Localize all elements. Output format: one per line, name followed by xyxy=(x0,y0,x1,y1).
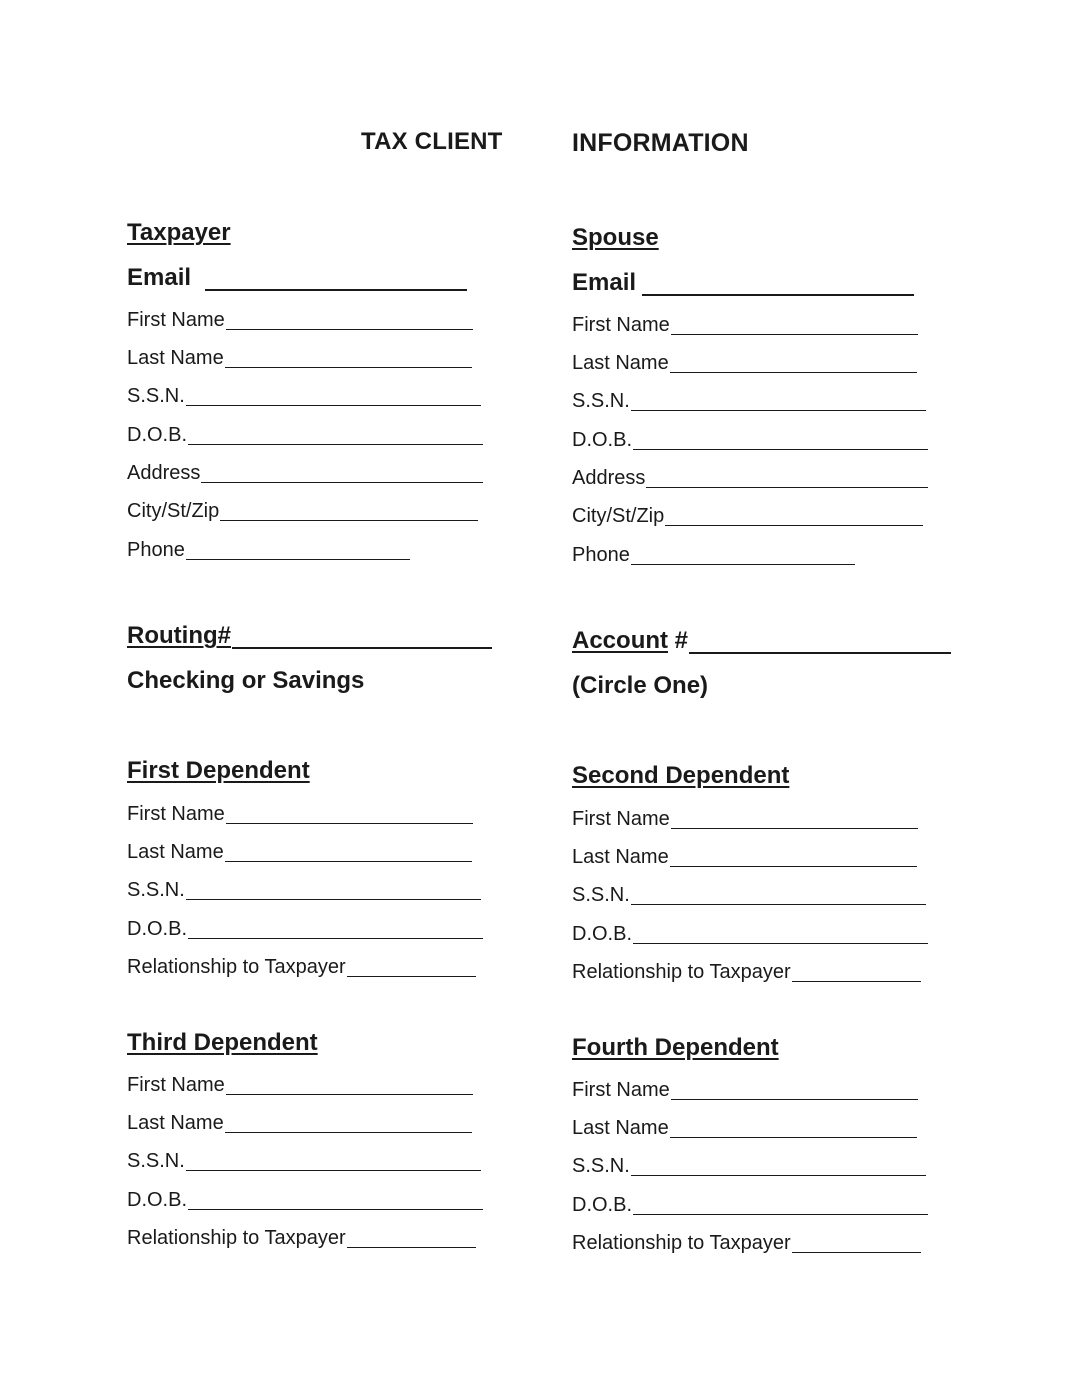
fourth-dependent-dob-row[interactable] xyxy=(572,1194,928,1217)
spouse-email-label: Email xyxy=(572,269,637,296)
field-label: Last Name xyxy=(572,352,669,374)
second-dependent-first-name-row[interactable] xyxy=(572,808,918,831)
field-blank[interactable] xyxy=(631,904,926,905)
field-blank[interactable] xyxy=(186,405,481,406)
field-blank[interactable] xyxy=(670,372,917,373)
field-blank[interactable] xyxy=(188,938,483,939)
field-blank[interactable] xyxy=(631,1175,926,1176)
spouse-last-name-row[interactable] xyxy=(572,352,917,375)
third-dependent-ssn-row[interactable] xyxy=(127,1150,481,1173)
field-label: City/St/Zip xyxy=(127,500,220,522)
second-dependent-last-name-row[interactable] xyxy=(572,846,917,869)
spouse-email-blank[interactable] xyxy=(642,294,914,296)
taxpayer-email-label: Email xyxy=(127,264,192,291)
routing-label: Routing# xyxy=(127,622,231,649)
field-label: First Name xyxy=(127,803,225,825)
fourth-dependent-heading: Fourth Dependent xyxy=(572,1034,779,1061)
field-label: City/St/Zip xyxy=(572,505,665,527)
field-blank[interactable] xyxy=(225,861,472,862)
taxpayer-address-row[interactable] xyxy=(127,462,483,485)
field-label: Address xyxy=(127,462,201,484)
taxpayer-first-name-row[interactable] xyxy=(127,309,473,332)
field-blank[interactable] xyxy=(201,482,483,483)
field-label: Relationship to Taxpayer xyxy=(127,956,346,978)
field-label: D.O.B. xyxy=(127,1189,188,1211)
first-dependent-dob-row[interactable] xyxy=(127,918,483,941)
field-blank[interactable] xyxy=(186,1170,481,1171)
taxpayer-phone-row[interactable] xyxy=(127,539,410,562)
field-label: First Name xyxy=(572,314,670,336)
fourth-dependent-last-name-row[interactable] xyxy=(572,1117,917,1140)
field-label: Last Name xyxy=(127,841,224,863)
field-blank[interactable] xyxy=(792,1252,921,1253)
field-label: Address xyxy=(572,467,646,489)
spouse-first-name-row[interactable] xyxy=(572,314,918,337)
spouse-phone-row[interactable] xyxy=(572,544,855,567)
spouse-address-row[interactable] xyxy=(572,467,928,490)
circle-one-note: (Circle One) xyxy=(572,672,709,699)
field-label: D.O.B. xyxy=(572,429,633,451)
field-label: S.S.N. xyxy=(572,390,630,412)
field-label: Phone xyxy=(572,544,630,566)
account-hash: # xyxy=(668,627,689,654)
field-label: First Name xyxy=(127,309,225,331)
first-dependent-first-name-row[interactable] xyxy=(127,803,473,826)
field-blank[interactable] xyxy=(188,1209,483,1210)
account-blank[interactable] xyxy=(689,652,951,654)
routing-row[interactable] xyxy=(127,622,492,650)
spouse-email-row[interactable] xyxy=(572,269,914,297)
field-blank[interactable] xyxy=(226,329,473,330)
field-label: First Name xyxy=(572,1079,670,1101)
field-label: Relationship to Taxpayer xyxy=(572,961,791,983)
second-dependent-ssn-row[interactable] xyxy=(572,884,926,907)
field-label: Relationship to Taxpayer xyxy=(127,1227,346,1249)
field-blank[interactable] xyxy=(633,943,928,944)
account-row[interactable] xyxy=(572,627,951,655)
field-blank[interactable] xyxy=(347,1247,476,1248)
taxpayer-last-name-row[interactable] xyxy=(127,347,472,370)
field-blank[interactable] xyxy=(225,1132,472,1133)
fourth-dependent-first-name-row[interactable] xyxy=(572,1079,918,1102)
field-label: S.S.N. xyxy=(127,385,185,407)
field-blank[interactable] xyxy=(665,525,923,526)
third-dependent-relationship-row[interactable] xyxy=(127,1227,476,1250)
field-label: D.O.B. xyxy=(127,918,188,940)
field-blank[interactable] xyxy=(226,823,473,824)
field-blank[interactable] xyxy=(347,976,476,977)
field-label: D.O.B. xyxy=(127,424,188,446)
field-blank[interactable] xyxy=(670,1137,917,1138)
third-dependent-last-name-row[interactable] xyxy=(127,1112,472,1135)
routing-blank[interactable] xyxy=(232,647,492,649)
third-dependent-heading: Third Dependent xyxy=(127,1029,318,1056)
field-blank[interactable] xyxy=(671,1099,918,1100)
first-dependent-last-name-row[interactable] xyxy=(127,841,472,864)
field-label: Phone xyxy=(127,539,185,561)
field-blank[interactable] xyxy=(671,828,918,829)
field-label: Relationship to Taxpayer xyxy=(572,1232,791,1254)
fourth-dependent-ssn-row[interactable] xyxy=(572,1155,926,1178)
account-label: Account xyxy=(572,627,668,654)
taxpayer-email-row[interactable] xyxy=(127,264,467,292)
field-blank[interactable] xyxy=(226,1094,473,1095)
field-blank[interactable] xyxy=(186,899,481,900)
field-blank[interactable] xyxy=(633,449,928,450)
first-dependent-relationship-row[interactable] xyxy=(127,956,476,979)
field-blank[interactable] xyxy=(186,559,410,560)
third-dependent-dob-row[interactable] xyxy=(127,1189,483,1212)
field-label: S.S.N. xyxy=(572,884,630,906)
field-blank[interactable] xyxy=(188,444,483,445)
field-label: Last Name xyxy=(572,846,669,868)
second-dependent-dob-row[interactable] xyxy=(572,923,928,946)
first-dependent-heading: First Dependent xyxy=(127,757,310,784)
field-label: Last Name xyxy=(572,1117,669,1139)
second-dependent-heading: Second Dependent xyxy=(572,762,790,789)
first-dependent-ssn-row[interactable] xyxy=(127,879,481,902)
second-dependent-relationship-row[interactable] xyxy=(572,961,921,984)
taxpayer-city-row[interactable] xyxy=(127,500,478,523)
field-label: Last Name xyxy=(127,347,224,369)
field-label: S.S.N. xyxy=(127,879,185,901)
spouse-heading: Spouse xyxy=(572,224,659,251)
field-blank[interactable] xyxy=(792,981,921,982)
field-label: First Name xyxy=(572,808,670,830)
title-right: INFORMATION xyxy=(572,129,749,157)
field-blank[interactable] xyxy=(646,487,928,488)
field-blank[interactable] xyxy=(631,410,926,411)
field-blank[interactable] xyxy=(670,866,917,867)
field-blank[interactable] xyxy=(631,564,855,565)
taxpayer-ssn-row[interactable] xyxy=(127,385,481,408)
field-label: S.S.N. xyxy=(127,1150,185,1172)
fourth-dependent-relationship-row[interactable] xyxy=(572,1232,921,1255)
field-blank[interactable] xyxy=(220,520,478,521)
field-label: Last Name xyxy=(127,1112,224,1134)
spouse-city-row[interactable] xyxy=(572,505,923,528)
field-blank[interactable] xyxy=(671,334,918,335)
spouse-dob-row[interactable] xyxy=(572,429,928,452)
field-label: First Name xyxy=(127,1074,225,1096)
taxpayer-email-blank[interactable] xyxy=(205,289,467,291)
title-left: TAX CLIENT xyxy=(361,128,503,155)
field-label: D.O.B. xyxy=(572,1194,633,1216)
field-blank[interactable] xyxy=(225,367,472,368)
field-blank[interactable] xyxy=(633,1214,928,1215)
checking-or-savings[interactable]: Checking or Savings xyxy=(127,667,365,694)
taxpayer-heading: Taxpayer xyxy=(127,219,231,246)
taxpayer-dob-row[interactable] xyxy=(127,424,483,447)
spouse-ssn-row[interactable] xyxy=(572,390,926,413)
field-label: D.O.B. xyxy=(572,923,633,945)
third-dependent-first-name-row[interactable] xyxy=(127,1074,473,1097)
field-label: S.S.N. xyxy=(572,1155,630,1177)
